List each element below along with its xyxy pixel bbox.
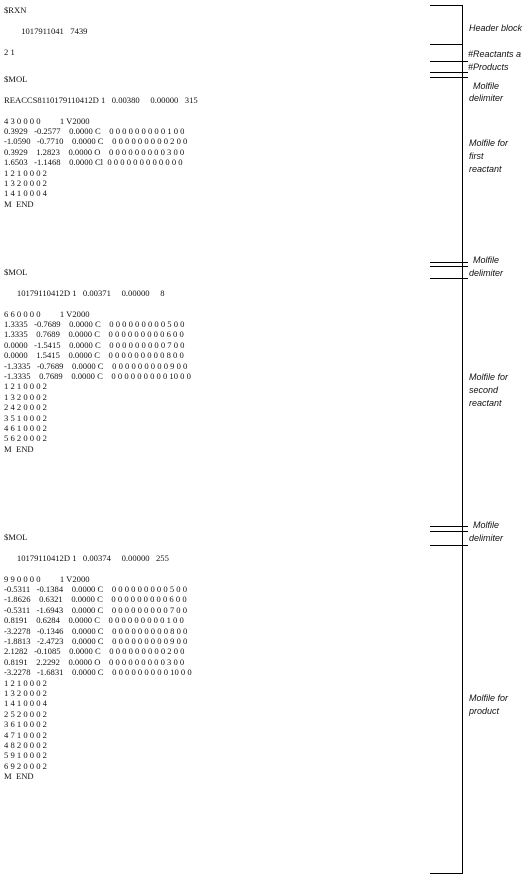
listing-line: M END <box>4 771 34 782</box>
label-delim-c-2: delimiter <box>469 533 504 543</box>
listing-line: 2.1282 -0.1085 0.0000 C 0 0 0 0 0 0 0 0 0 2 0 0 <box>4 646 185 657</box>
label-delim-c-1: Molfile <box>473 520 500 530</box>
bracket-top-tick <box>430 5 463 6</box>
listing-line: -3.2278 -0.1346 0.0000 C 0 0 0 0 0 0 0 0 0 8 0 0 <box>4 625 188 636</box>
listing-line: 3 5 1 0 0 0 2 <box>4 412 47 423</box>
header-tick <box>430 44 463 45</box>
listing-line: 1 3 2 0 0 0 2 <box>4 391 47 402</box>
listing-line: 3 6 1 0 0 0 2 <box>4 719 47 730</box>
listing-line: $MOL <box>4 532 28 542</box>
delim2-tick-1 <box>430 526 468 527</box>
listing-line: M END <box>4 443 34 454</box>
listing-line: 0.0000 -1.5415 0.0000 C 0 0 0 0 0 0 0 0 0 7 0 0 <box>4 339 185 350</box>
delim1-tick-1 <box>430 262 468 263</box>
label-second-2: second <box>469 385 499 395</box>
listing-line: 6 6 0 0 0 0 1 V2000 <box>4 308 90 319</box>
listing-line: 0.3929 -0.2577 0.0000 C 0 0 0 0 0 0 0 0 0 1 0 0 <box>4 126 185 136</box>
listing-line: REACCS8110179110412D 1 0.00380 0.00000 315 <box>4 94 198 105</box>
listing-line: 4 6 1 0 0 0 2 <box>4 423 47 433</box>
listing-line: 10179110412D 1 0.00374 0.00000 255 <box>4 552 169 563</box>
label-delim-a-1: Molfile <box>473 81 500 91</box>
listing-line: $MOL <box>4 267 28 277</box>
listing-line: 1 4 1 0 0 0 4 <box>4 188 47 199</box>
label-first-1: Molfile for <box>469 138 509 148</box>
label-delim-b-1: Molfile <box>473 255 500 265</box>
listing-line: 1 3 2 0 0 0 2 <box>4 688 47 698</box>
label-header-block: Header block <box>469 23 523 33</box>
label-first-2: first <box>469 151 484 161</box>
listing-line: 2 4 2 0 0 0 2 <box>4 402 47 413</box>
delim1-tick-3 <box>430 278 468 279</box>
listing-line: 2 1 <box>4 46 15 57</box>
counts-tick-3 <box>430 77 468 78</box>
listing-line: 1.3335 0.7689 0.0000 C 0 0 0 0 0 0 0 0 0 6 0 0 <box>4 329 184 340</box>
label-second-3: reactant <box>469 398 502 408</box>
counts-tick-1 <box>430 61 468 62</box>
listing-line: -1.0590 -0.7710 0.0000 C 0 0 0 0 0 0 0 0 0 2 0 0 <box>4 136 188 147</box>
listing-line: 5 9 1 0 0 0 2 <box>4 750 47 761</box>
listing-line: 1 2 1 0 0 0 2 <box>4 167 47 178</box>
listing-line: 1 4 1 0 0 0 4 <box>4 698 47 709</box>
listing-line: 1.3335 -0.7689 0.0000 C 0 0 0 0 0 0 0 0 0 5 0 0 <box>4 319 185 329</box>
label-products: #Products <box>468 62 509 72</box>
listing-line: -0.5311 -0.1384 0.0000 C 0 0 0 0 0 0 0 0 0 5 0 0 <box>4 584 188 594</box>
listing-line: -3.2278 -1.6831 0.0000 C 0 0 0 0 0 0 0 0 0 10 0 0 <box>4 667 192 678</box>
listing-line: M END <box>4 198 34 209</box>
listing-line: 6 9 2 0 0 0 2 <box>4 760 47 771</box>
delim2-tick-3 <box>430 545 468 546</box>
listing-line: $RXN <box>4 5 27 15</box>
counts-tick-2 <box>430 72 468 73</box>
listing-line: 0.0000 1.5415 0.0000 C 0 0 0 0 0 0 0 0 0 8 0 0 <box>4 350 184 361</box>
listing-line: 2 5 2 0 0 0 2 <box>4 708 47 719</box>
listing-line: 4 8 2 0 0 0 2 <box>4 740 47 750</box>
label-delim-a-2: delimiter <box>469 93 504 103</box>
listing-line: 4 3 0 0 0 0 1 V2000 <box>4 115 90 126</box>
listing-line: 0.8191 0.6284 0.0000 C 0 0 0 0 0 0 0 0 0 1 0 0 <box>4 615 184 626</box>
listing-line: 5 6 2 0 0 0 2 <box>4 433 47 444</box>
listing-line: 4 7 1 0 0 0 2 <box>4 729 47 740</box>
listing-line: 1017911041 7439 <box>4 25 88 36</box>
listing-line: -1.3335 -0.7689 0.0000 C 0 0 0 0 0 0 0 0 0 9 0 0 <box>4 360 188 371</box>
listing-line: -1.3335 0.7689 0.0000 C 0 0 0 0 0 0 0 0 0 10 0 0 <box>4 371 191 381</box>
label-first-3: reactant <box>469 164 502 174</box>
label-delim-b-2: delimiter <box>469 268 504 278</box>
listing-line: -1.8626 0.6321 0.0000 C 0 0 0 0 0 0 0 0 0 6 0 0 <box>4 594 187 605</box>
label-product-1: Molfile for <box>469 693 509 703</box>
bracket-spine <box>462 5 463 874</box>
listing-line: 0.3929 1.2823 0.0000 O 0 0 0 0 0 0 0 0 0 3 0 0 <box>4 146 185 157</box>
listing-line: 0.8191 2.2292 0.0000 O 0 0 0 0 0 0 0 0 0 3 0 0 <box>4 656 185 667</box>
listing-line: -0.5311 -1.6943 0.0000 C 0 0 0 0 0 0 0 0 0 7 0 0 <box>4 604 188 615</box>
bracket-bottom-tick <box>430 873 463 874</box>
delim1-tick-2 <box>430 266 468 267</box>
listing-line: -1.8813 -2.4723 0.0000 C 0 0 0 0 0 0 0 0 0 9 0 0 <box>4 636 188 646</box>
listing-line: $MOL <box>4 74 28 84</box>
delim2-tick-2 <box>430 531 468 532</box>
listing-line: 10179110412D 1 0.00371 0.00000 8 <box>4 287 165 298</box>
listing-line: 9 9 0 0 0 0 1 V2000 <box>4 573 90 584</box>
label-product-2: product <box>469 706 500 716</box>
label-second-1: Molfile for <box>469 372 509 382</box>
listing-line: 1 3 2 0 0 0 2 <box>4 178 47 188</box>
listing-line: 1 2 1 0 0 0 2 <box>4 381 47 392</box>
listing-line: 1.6503 -1.1468 0.0000 Cl 0 0 0 0 0 0 0 0 0 0 0 0 <box>4 157 183 168</box>
label-reactants: #Reactants a <box>468 49 522 59</box>
listing-line: 1 2 1 0 0 0 2 <box>4 677 47 688</box>
